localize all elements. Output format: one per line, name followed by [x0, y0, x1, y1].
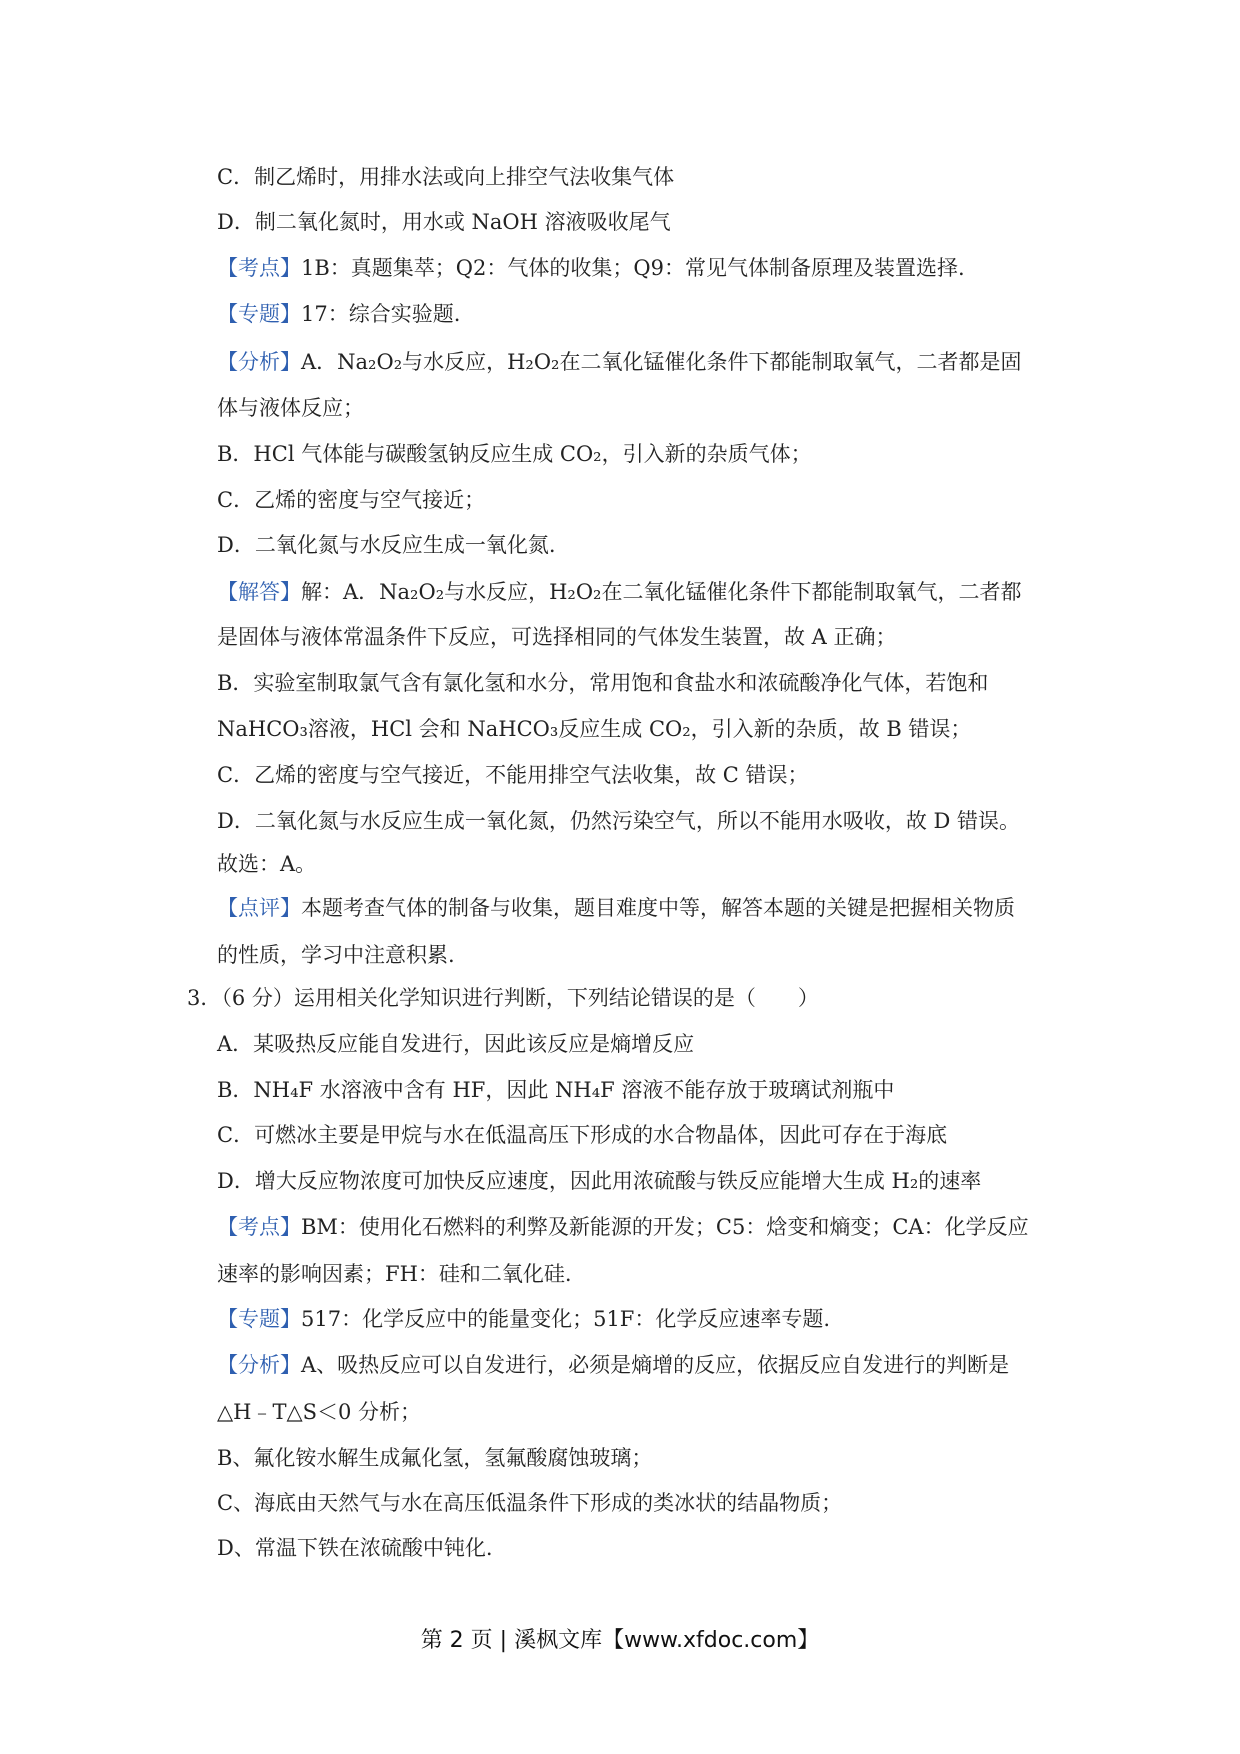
section-line	[217, 299, 460, 329]
section-tag: 【解答】	[217, 580, 301, 604]
line-text: 速率的影响因素；FH：硅和二氧化硅.	[217, 1262, 572, 1286]
text-line	[217, 1397, 421, 1427]
section-tag: 【专题】	[217, 1307, 301, 1331]
text-line	[217, 439, 812, 469]
text-line	[217, 1075, 894, 1105]
line-text: C．可燃冰主要是甲烷与水在低温高压下形成的水合物晶体，因此可存在于海底	[217, 1123, 948, 1147]
section-line	[217, 577, 1021, 607]
line-text: C．乙烯的密度与空气接近，不能用排空气法收集，故 C 错误；	[217, 763, 809, 787]
line-text: 体与液体反应；	[217, 396, 364, 420]
section-tag: 【专题】	[217, 302, 301, 326]
text-line	[217, 668, 988, 698]
text-line	[217, 1166, 981, 1196]
section-tag: 【分析】	[217, 350, 301, 374]
text-line	[217, 1029, 694, 1059]
line-text: C．制乙烯时，用排水法或向上排空气法收集气体	[217, 165, 675, 189]
line-text: D．增大反应物浓度可加快反应速度，因此用浓硫酸与铁反应能增大生成 H₂的速率	[217, 1169, 982, 1193]
text-line	[217, 849, 316, 879]
text-line	[217, 207, 671, 237]
line-text: 是固体与液体常温条件下反应，可选择相同的气体发生装置，故 A 正确；	[217, 625, 897, 649]
line-text: C、海底由天然气与水在高压低温条件下形成的类冰状的结晶物质；	[217, 1491, 843, 1515]
line-text: A、吸热反应可以自发进行，必须是熵增的反应，依据反应自发进行的判断是	[301, 1353, 1010, 1377]
line-text: B、氟化铵水解生成氟化氢，氢氟酸腐蚀玻璃；	[217, 1446, 653, 1470]
line-text: A．某吸热反应能自发进行，因此该反应是熵增反应	[217, 1032, 695, 1056]
line-text: D、常温下铁在浓硫酸中钝化.	[217, 1536, 493, 1560]
text-line	[217, 622, 897, 652]
line-text: A．Na₂O₂与水反应，H₂O₂在二氧化锰催化条件下都能制取氧气，二者都是固	[301, 350, 1022, 374]
page-footer: 第 2 页 | 溪枫文库【www.xfdoc.com】	[420, 1628, 820, 1653]
line-text: 517：化学反应中的能量变化；51F：化学反应速率专题.	[301, 1307, 831, 1331]
text-line	[217, 1120, 947, 1150]
text-line	[217, 162, 674, 192]
question-line	[187, 983, 819, 1013]
text-line	[217, 1488, 842, 1518]
text-line	[217, 393, 364, 423]
text-line	[217, 530, 556, 560]
section-tag: 【点评】	[217, 896, 301, 920]
text-line	[217, 806, 1020, 836]
section-line	[217, 1212, 1029, 1242]
section-tag: 【分析】	[217, 1353, 301, 1377]
text-line	[217, 1443, 652, 1473]
text-line	[217, 760, 808, 790]
line-text: △H﹣T△S＜0 分析；	[217, 1400, 422, 1424]
line-text: 的性质，学习中注意积累.	[217, 943, 455, 967]
section-tag: 【考点】	[217, 256, 301, 280]
section-line	[217, 253, 965, 283]
section-line	[217, 347, 1021, 377]
line-text: B．HCl 气体能与碳酸氢钠反应生成 CO₂，引入新的杂质气体；	[217, 442, 812, 466]
section-tag: 【考点】	[217, 1215, 301, 1239]
line-text: D．二氧化氮与水反应生成一氧化氮，仍然污染空气，所以不能用水吸收，故 D 错误。	[217, 809, 1021, 833]
line-text: 17：综合实验题.	[301, 302, 461, 326]
line-text: D．制二氧化氮时，用水或 NaOH 溶液吸收尾气	[217, 210, 671, 234]
line-text: NaHCO₃溶液，HCl 会和 NaHCO₃反应生成 CO₂，引入新的杂质，故 B 错误；	[217, 717, 972, 741]
section-line	[217, 1350, 1009, 1380]
section-line	[217, 1304, 830, 1334]
line-text: 1B：真题集萃；Q2：气体的收集；Q9：常见气体制备原理及装置选择.	[301, 256, 965, 280]
text-line	[217, 714, 971, 744]
line-text: 解：A．Na₂O₂与水反应，H₂O₂在二氧化锰催化条件下都能制取氧气，二者都	[301, 580, 1022, 604]
line-text: BM：使用化石燃料的利弊及新能源的开发；C5：焓变和熵变；CA：化学反应	[301, 1215, 1029, 1239]
text-line	[217, 1259, 572, 1289]
line-text: B．NH₄F 水溶液中含有 HF，因此 NH₄F 溶液不能存放于玻璃试剂瓶中	[217, 1078, 895, 1102]
text-line	[217, 940, 455, 970]
line-text: D．二氧化氮与水反应生成一氧化氮.	[217, 533, 556, 557]
text-line	[217, 485, 485, 515]
line-text: 3．（6 分）运用相关化学知识进行判断，下列结论错误的是（ ）	[187, 986, 819, 1010]
line-text: C．乙烯的密度与空气接近；	[217, 488, 486, 512]
line-text: 本题考查气体的制备与收集，题目难度中等，解答本题的关键是把握相关物质	[301, 896, 1015, 920]
section-line	[217, 893, 1015, 923]
line-text: 故选：A。	[217, 852, 317, 876]
line-text: B．实验室制取氯气含有氯化氢和水分，常用饱和食盐水和浓硫酸净化气体，若饱和	[217, 671, 989, 695]
text-line	[217, 1533, 493, 1563]
